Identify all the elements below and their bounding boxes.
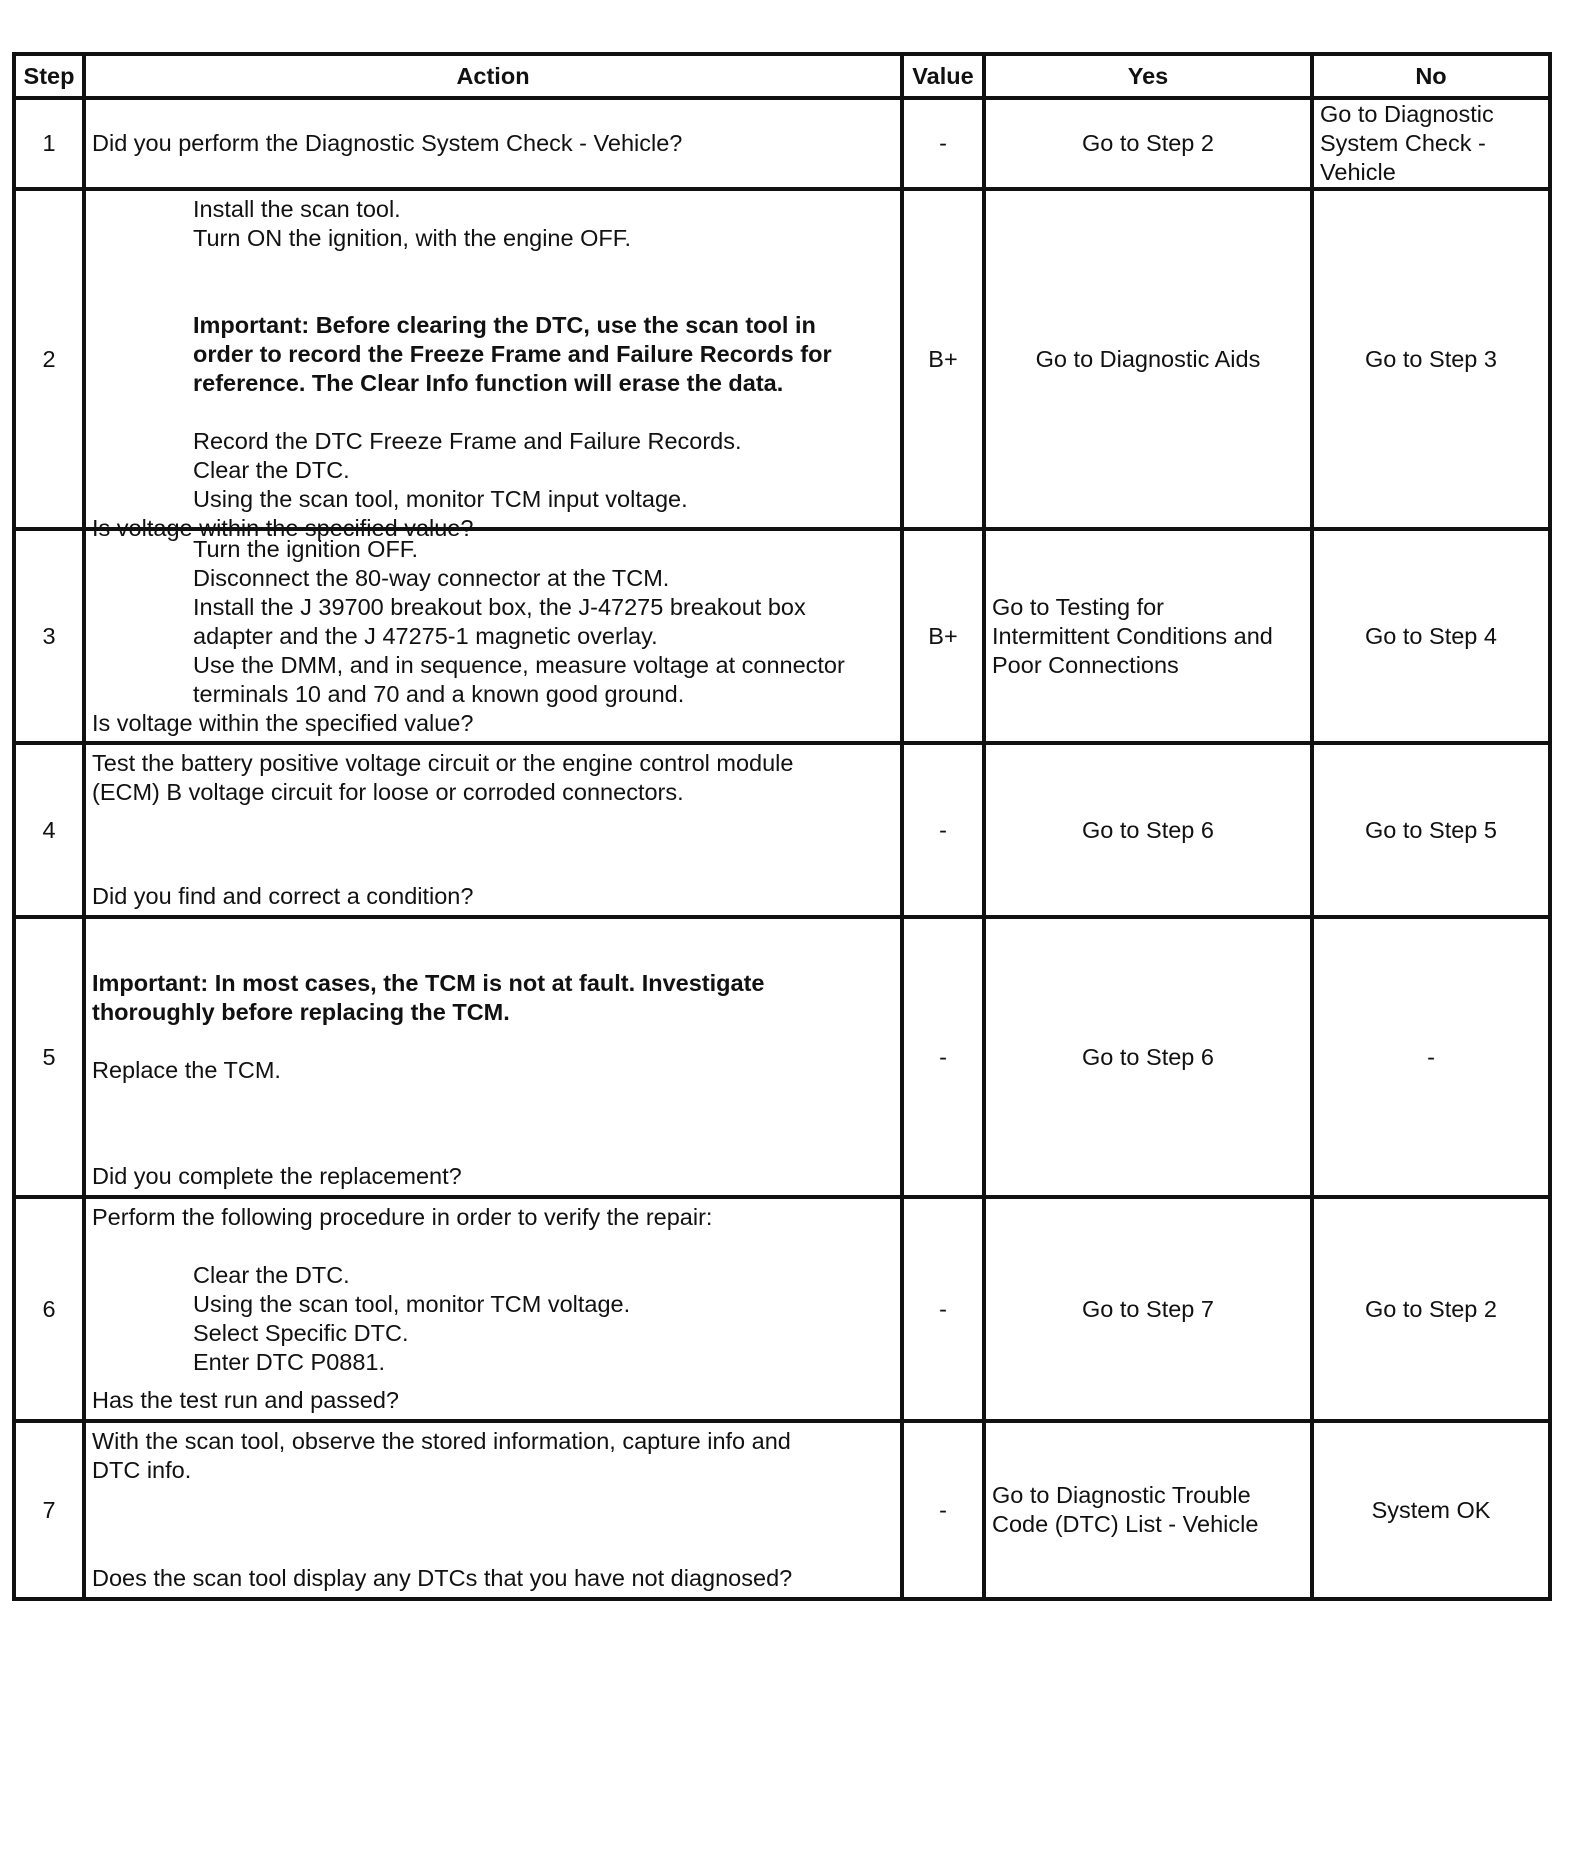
header-yes: Yes <box>984 54 1312 98</box>
action-step: Enter DTC P0881. <box>193 1349 386 1375</box>
action-cell <box>84 189 902 541</box>
action-text: Replace the TCM. <box>92 1057 281 1083</box>
no-result: System OK <box>1371 1496 1491 1523</box>
value-cell: - <box>902 98 984 189</box>
action-text: With the scan tool, observe the stored information, capture info and <box>92 1428 791 1454</box>
value-cell: - <box>902 743 984 917</box>
no-line: Go to Diagnostic <box>1320 101 1494 127</box>
yes-line: Code (DTC) List - Vehicle <box>992 1511 1259 1537</box>
action-question: Did you find and correct a condition? <box>92 883 474 909</box>
action-step: Select Specific DTC. <box>193 1320 409 1346</box>
step-number: 3 <box>14 529 84 743</box>
action-question: Is voltage within the specified value? <box>92 515 474 541</box>
step-number: 1 <box>14 98 84 189</box>
action-step: Clear the DTC. <box>193 457 350 483</box>
step-number: 6 <box>14 1197 84 1421</box>
diagnostic-table <box>12 52 1552 1601</box>
action-step: Record the DTC Freeze Frame and Failure Records. <box>193 428 742 454</box>
important-note: Important: In most cases, the TCM is not at fault. Investigate thoroughly before replacing the TCM. <box>92 970 765 1025</box>
action-question: Is voltage within the specified value? <box>92 710 474 736</box>
action-step: Clear the DTC. <box>193 1262 350 1288</box>
action-cell <box>84 1197 902 1421</box>
action-text: Perform the following procedure in order to verify the repair: <box>92 1204 713 1230</box>
value-cell: B+ <box>902 189 984 529</box>
value-cell: - <box>902 917 984 1197</box>
yes-cell <box>984 529 1312 743</box>
yes-link[interactable]: Go to Step 7 <box>1082 1295 1214 1322</box>
yes-link[interactable]: Go to Step 2 <box>1082 130 1214 156</box>
action-text: Did you perform the Diagnostic System Check - Vehicle? <box>92 130 683 156</box>
header-no: No <box>1312 54 1550 98</box>
action-step: Using the scan tool, monitor TCM input voltage. <box>193 486 688 512</box>
table-row <box>14 1197 1550 1421</box>
yes-line: Poor Connections <box>992 651 1179 678</box>
yes-line: Go to Diagnostic Trouble <box>992 1482 1251 1508</box>
header-row <box>14 54 1550 98</box>
no-link[interactable]: Go to Step 3 <box>1365 345 1497 372</box>
table-row <box>14 917 1550 1197</box>
no-cell <box>1312 1421 1550 1599</box>
value-cell: - <box>902 1197 984 1421</box>
action-step: terminals 10 and 70 and a known good ground. <box>193 681 685 707</box>
step-number: 7 <box>14 1421 84 1599</box>
table-row <box>14 1421 1550 1599</box>
no-link[interactable] <box>1320 100 1542 187</box>
important-note: Important: Before clearing the DTC, use the scan tool in order to record the Freeze Frame and Failure Records for reference. The Clear Info function will erase the data. <box>193 312 832 396</box>
header-value: Value <box>902 54 984 98</box>
action-cell <box>84 743 902 917</box>
action-question: Does the scan tool display any DTCs that you have not diagnosed? <box>92 1565 793 1591</box>
yes-link[interactable]: Go to Diagnostic Aids <box>1035 345 1261 372</box>
table-row <box>14 189 1550 529</box>
no-line: Vehicle <box>1320 159 1396 185</box>
action-cell <box>84 98 902 189</box>
yes-cell <box>984 743 1312 917</box>
action-cell <box>84 1421 902 1599</box>
yes-link[interactable] <box>992 593 1304 680</box>
table-row <box>14 98 1550 189</box>
action-step: Disconnect the 80-way connector at the TCM. <box>193 565 670 591</box>
action-step: Use the DMM, and in sequence, measure voltage at connector <box>193 652 845 678</box>
action-cell <box>84 529 902 743</box>
table-row <box>14 743 1550 917</box>
action-step: Install the J 39700 breakout box, the J-47275 breakout box <box>193 594 806 620</box>
action-text: Test the battery positive voltage circuit or the engine control module <box>92 750 794 776</box>
no-link[interactable]: Go to Step 5 <box>1365 816 1497 843</box>
action-step: Install the scan tool. <box>193 196 401 222</box>
yes-line: Go to Testing for <box>992 593 1164 620</box>
no-cell <box>1312 189 1550 529</box>
step-number: 2 <box>14 189 84 529</box>
no-link[interactable]: Go to Step 2 <box>1365 1295 1497 1322</box>
yes-cell <box>984 917 1312 1197</box>
yes-cell <box>984 1197 1312 1421</box>
yes-cell <box>984 98 1312 189</box>
step-number: 4 <box>14 743 84 917</box>
action-step: Turn the ignition OFF. <box>193 536 419 562</box>
no-cell <box>1312 1197 1550 1421</box>
no-cell <box>1312 743 1550 917</box>
no-cell <box>1312 529 1550 743</box>
action-text: (ECM) B voltage circuit for loose or corroded connectors. <box>92 779 684 805</box>
yes-cell <box>984 189 1312 529</box>
action-question: Has the test run and passed? <box>92 1387 400 1413</box>
yes-link[interactable]: Go to Step 6 <box>1082 1043 1214 1070</box>
action-step: Turn ON the ignition, with the engine OFF. <box>193 225 632 251</box>
value-cell: - <box>902 1421 984 1599</box>
step-number: 5 <box>14 917 84 1197</box>
header-step: Step <box>14 54 84 98</box>
action-cell <box>84 917 902 1197</box>
no-link[interactable]: Go to Step 4 <box>1365 622 1497 649</box>
yes-line: Intermittent Conditions and <box>992 622 1273 649</box>
table-row <box>14 529 1550 743</box>
action-question: Did you complete the replacement? <box>92 1163 462 1189</box>
action-step: adapter and the J 47275-1 magnetic overlay. <box>193 623 658 649</box>
no-line: System Check - <box>1320 130 1486 156</box>
yes-link[interactable] <box>992 1481 1304 1539</box>
action-text: DTC info. <box>92 1457 192 1483</box>
yes-link[interactable]: Go to Step 6 <box>1082 816 1214 843</box>
no-cell: - <box>1312 917 1550 1197</box>
no-cell <box>1312 98 1550 189</box>
header-action: Action <box>84 54 902 98</box>
yes-cell <box>984 1421 1312 1599</box>
value-cell: B+ <box>902 529 984 743</box>
action-step: Using the scan tool, monitor TCM voltage. <box>193 1291 631 1317</box>
